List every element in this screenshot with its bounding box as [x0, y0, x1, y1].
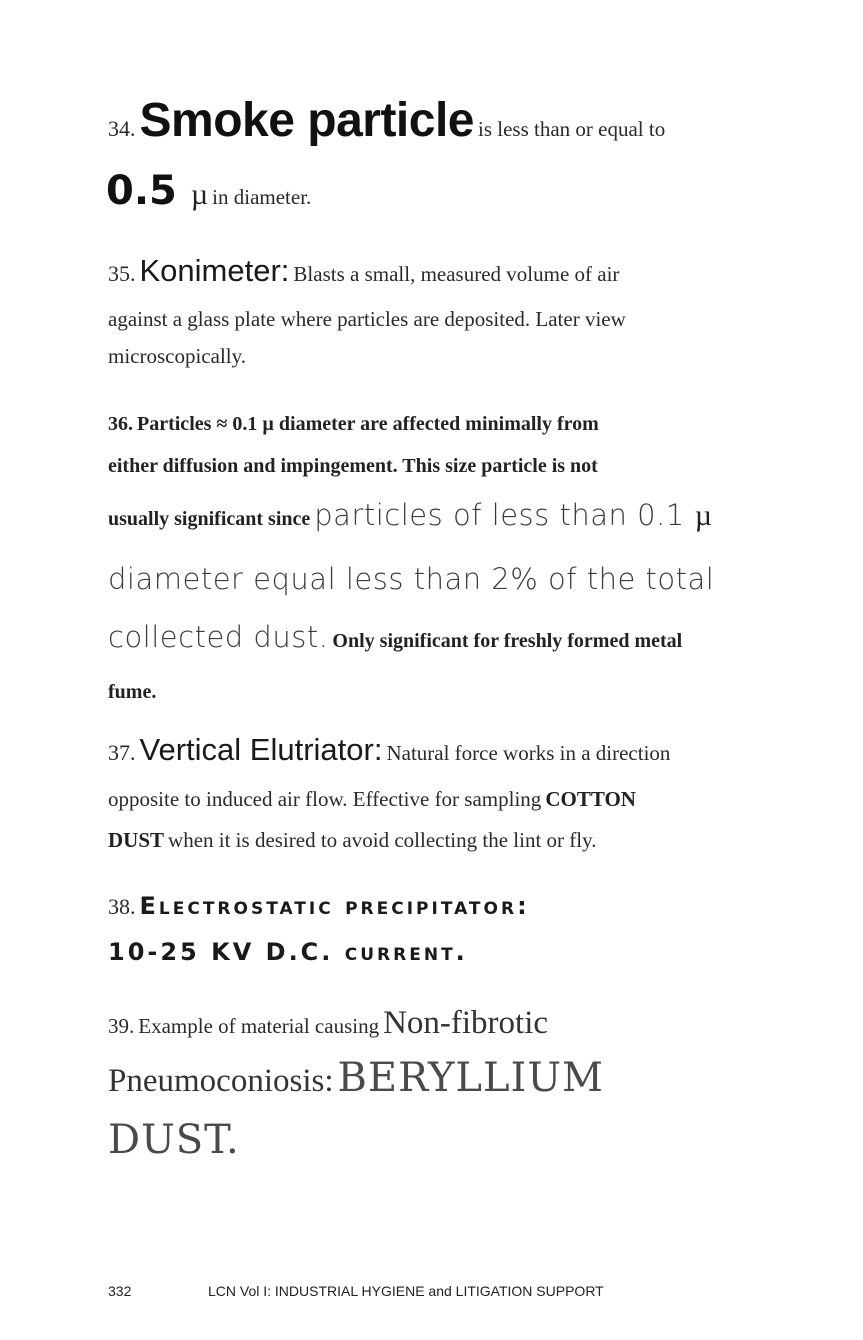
item-36 [108, 404, 788, 712]
term-pneumoconiosis: Pneumoconiosis: [108, 1063, 334, 1099]
running-title: LCN Vol I: INDUSTRIAL HYGIENE and LITIGATION SUPPORT [208, 1283, 604, 1299]
item-text: Natural force works in a direction [386, 741, 671, 765]
item-number: 35. [108, 261, 136, 286]
item-text: Only significant for freshly formed metal [332, 630, 683, 652]
item-number: 38. [108, 894, 136, 919]
term-colon: : [280, 253, 290, 288]
item-text: either diffusion and impingement. This size particle is not [108, 455, 598, 477]
item-number: 37. [108, 740, 136, 765]
term-vertical-elutriator: Vertical Elutriator [139, 732, 374, 767]
item-number: 36. [108, 413, 133, 435]
item-37 [108, 726, 788, 862]
item-text: usually significant since [108, 508, 311, 530]
item-text: is less than or equal to [477, 117, 666, 141]
micron-symbol: µ [190, 178, 209, 211]
item-39 [108, 1000, 788, 1167]
page-number: 332 [108, 1283, 132, 1299]
handwritten-text: collected dust. [108, 620, 329, 654]
item-text: Particles ≈ 0.1 µ diameter are affected minimally from [137, 413, 599, 435]
item-text: when it is desired to avoid collecting the lint or fly. [168, 828, 597, 852]
handwritten-text: diameter equal less than 2% of the total [108, 562, 715, 596]
answer-beryllium: BERYLLIUM [337, 1055, 604, 1101]
item-34 [108, 92, 788, 230]
value-0-5: 0.5 [106, 168, 177, 214]
item-number: 34. [108, 116, 136, 141]
item-text: in diameter. [212, 185, 312, 209]
term-non-fibrotic: Non-fibrotic [383, 1005, 549, 1041]
item-text: Example of material causing [138, 1014, 380, 1038]
precipitator-voltage: 10-25 KV D.C. current. [108, 938, 468, 966]
item-38 [108, 884, 788, 972]
term-konimeter: Konimeter [139, 253, 281, 288]
micron-symbol: µ [694, 499, 713, 532]
item-number: 39. [108, 1014, 135, 1038]
emphasis-text: COTTON [545, 787, 636, 811]
answer-dust: DUST. [108, 1117, 240, 1163]
item-text: against a glass plate where particles are deposited. Later view [108, 307, 626, 331]
item-text: Blasts a small, measured volume of air [293, 262, 620, 286]
item-text: microscopically. [108, 344, 247, 368]
term-colon: : [373, 732, 383, 767]
emphasis-text: DUST [108, 828, 165, 852]
term-smoke-particle: Smoke particle [139, 94, 474, 147]
term-electrostatic-precipitator: Electrostatic precipitator: [139, 892, 530, 920]
handwritten-text: particles of less than 0.1 [314, 498, 685, 532]
item-text: opposite to induced air flow. Effective for sampling [108, 787, 542, 811]
item-35 [108, 248, 788, 374]
item-text: fume. [108, 681, 157, 703]
